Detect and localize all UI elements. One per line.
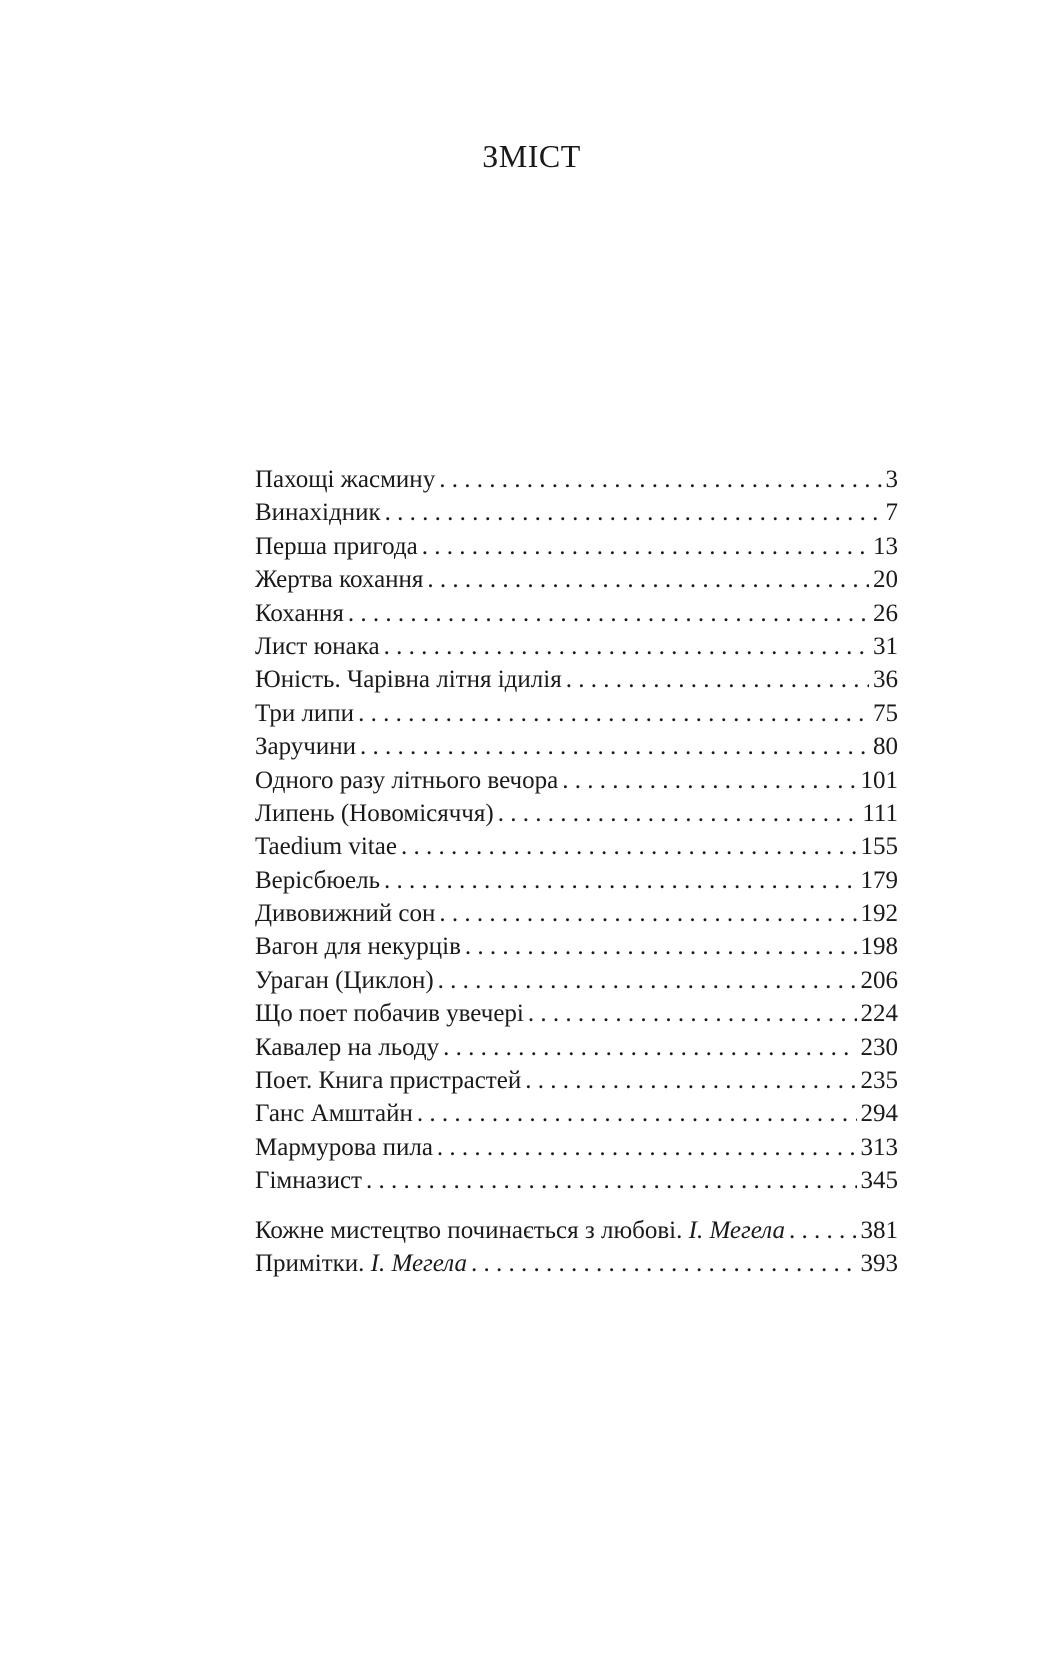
toc-entry[interactable]: [255, 563, 898, 596]
toc-entry-page: 313: [860, 1133, 898, 1161]
toc-entry[interactable]: [255, 997, 898, 1030]
toc-entry-page: 235: [860, 1067, 898, 1095]
toc-main-list: [255, 463, 898, 1198]
dot-leader: [385, 496, 882, 529]
toc-entry-page: 381: [860, 1216, 898, 1244]
toc-entry-page: 111: [862, 799, 898, 827]
toc-entry-page: 206: [860, 966, 898, 994]
section-gap: [255, 1198, 898, 1214]
dot-leader: [471, 1247, 857, 1280]
toc-appendix-list: [255, 1214, 898, 1281]
toc-entry-page: 3: [885, 466, 898, 493]
toc-entry-title-text: Кожне мистецтво починається з любові.: [255, 1216, 683, 1244]
toc-entry-page: 155: [860, 833, 898, 861]
toc-entry-author: І. Мегела: [688, 1216, 785, 1244]
toc-entry-title: Жертва кохання: [255, 566, 424, 594]
toc-entry[interactable]: [255, 630, 898, 663]
toc-entry-title: Липень (Новомісяччя): [255, 799, 494, 827]
toc-entry-title: Що поет побачив увечері: [255, 1000, 524, 1028]
dot-leader: [562, 764, 856, 797]
toc-entry-title: Кавалер на льоду: [255, 1033, 440, 1061]
toc-entry-title: Юність. Чарівна літня ідилія: [255, 666, 562, 694]
toc-entry[interactable]: [255, 797, 898, 830]
toc-entry-title: Лист юнака: [255, 632, 380, 660]
toc-entry-title: Вагон для некурців: [255, 933, 461, 961]
dot-leader: [498, 797, 859, 830]
toc-entry-title: Поет. Книга пристрастей: [255, 1067, 522, 1095]
toc-entry-page: 13: [873, 532, 898, 560]
toc-entry[interactable]: [255, 1064, 898, 1097]
dot-leader: [384, 630, 869, 663]
toc-entry-title: Ганс Амштайн: [255, 1100, 413, 1128]
toc-entry-page: 75: [873, 699, 898, 727]
toc-entry[interactable]: [255, 496, 898, 529]
toc-entry-title: Гімназист: [255, 1167, 362, 1195]
toc-entry-title: Винахідник: [255, 499, 381, 527]
toc-entry-page: 36: [873, 666, 898, 694]
toc-entry[interactable]: [255, 764, 898, 797]
toc-entry-title: Мармурова пила: [255, 1133, 433, 1161]
dot-leader: [437, 1131, 857, 1164]
toc-entry-page: 198: [860, 933, 898, 961]
toc-entry-title: Три липи: [255, 699, 355, 727]
dot-leader: [443, 1031, 856, 1064]
toc-entry-afterword[interactable]: [255, 1214, 898, 1247]
dot-leader: [401, 830, 857, 863]
dot-leader: [366, 1164, 857, 1197]
toc-entry-title: Ураган (Циклон): [255, 966, 434, 994]
toc-entry[interactable]: [255, 1131, 898, 1164]
toc-entry-author: І. Мегела: [370, 1249, 467, 1277]
toc-entry-page: 80: [873, 733, 898, 761]
toc-entry-title: Одного разу літнього вечора: [255, 766, 559, 794]
toc-entry-title: [255, 1214, 785, 1247]
toc-entry[interactable]: [255, 597, 898, 630]
toc-entry-title: Заручини: [255, 733, 357, 761]
dot-leader: [789, 1214, 857, 1247]
page-title: ЗМІСТ: [482, 138, 581, 174]
toc-entry-title-text: Примітки.: [255, 1249, 365, 1277]
dot-leader: [422, 530, 869, 563]
toc-entry[interactable]: [255, 1164, 898, 1197]
toc-entry-page: 101: [860, 766, 898, 794]
toc-entry[interactable]: [255, 463, 898, 496]
toc-entry-page: 192: [860, 900, 898, 928]
dot-leader: [438, 964, 857, 997]
toc-entry-title: Пахощі жасмину: [255, 466, 436, 493]
toc-entry-page: 230: [860, 1033, 898, 1061]
dot-leader: [525, 1064, 856, 1097]
toc-entry-title: Кохання: [255, 599, 344, 627]
toc-entry-page: 31: [873, 632, 898, 660]
toc-entry[interactable]: [255, 697, 898, 730]
toc-entry-page: 26: [873, 599, 898, 627]
toc-entry-page: 7: [885, 499, 898, 527]
toc-entry-page: 224: [860, 1000, 898, 1028]
toc-entry[interactable]: [255, 1097, 898, 1130]
toc-entry-page: 179: [860, 866, 898, 894]
toc-entry-page: 393: [860, 1249, 898, 1277]
toc-entry[interactable]: [255, 530, 898, 563]
dot-leader: [439, 463, 881, 496]
toc-entry[interactable]: [255, 1031, 898, 1064]
toc-entry-title: Taedium vitae: [255, 833, 397, 861]
toc-entry-page: 345: [860, 1167, 898, 1195]
toc-entry-title: Перша пригода: [255, 532, 418, 560]
dot-leader: [439, 897, 856, 930]
dot-leader: [348, 597, 869, 630]
toc-entry[interactable]: [255, 830, 898, 863]
toc-entry[interactable]: [255, 864, 898, 897]
dot-leader: [360, 730, 869, 763]
toc-entry[interactable]: [255, 930, 898, 963]
table-of-contents: [255, 463, 898, 1280]
toc-entry[interactable]: [255, 897, 898, 930]
toc-entry-page: 294: [860, 1100, 898, 1128]
toc-entry[interactable]: [255, 663, 898, 696]
toc-entry[interactable]: [255, 964, 898, 997]
dot-leader: [417, 1097, 857, 1130]
toc-entry-title: Дивовижний сон: [255, 900, 436, 928]
toc-entry-title: [255, 1247, 467, 1280]
toc-entry-title: Верісбюель: [255, 866, 380, 894]
dot-leader: [465, 930, 857, 963]
toc-entry[interactable]: [255, 730, 898, 763]
dot-leader: [358, 697, 869, 730]
toc-entry-page: 20: [873, 566, 898, 594]
dot-leader: [566, 663, 869, 696]
dot-leader: [384, 864, 857, 897]
dot-leader: [528, 997, 857, 1030]
toc-entry-notes[interactable]: [255, 1247, 898, 1280]
dot-leader: [427, 563, 869, 596]
